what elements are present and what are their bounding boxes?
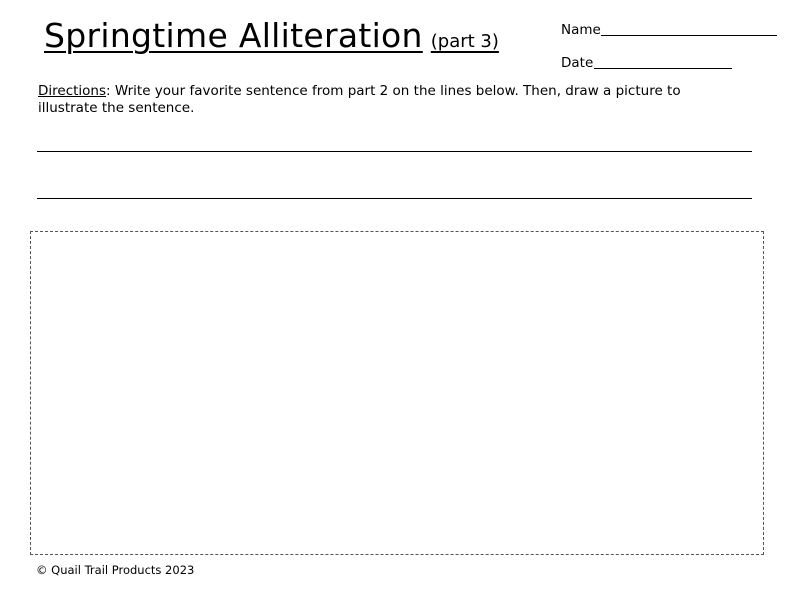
sentence-line-2[interactable] [37,198,752,199]
title-main: Springtime Alliteration [44,16,423,55]
worksheet-title [44,16,499,55]
drawing-box[interactable] [30,231,764,555]
date-label: Date [561,55,594,71]
directions-text [38,83,738,117]
title-part: (part 3) [430,31,499,52]
directions-body: : Write your favorite sentence from part 2 on the lines below. Then, draw a picture to illustrate the sentence. [38,83,681,116]
directions-heading: Directions [38,83,107,99]
date-field[interactable] [594,68,732,69]
sentence-line-1[interactable] [37,151,752,152]
name-field[interactable] [601,35,777,36]
name-label: Name [561,22,601,38]
copyright-footer: © Quail Trail Products 2023 [36,563,195,577]
